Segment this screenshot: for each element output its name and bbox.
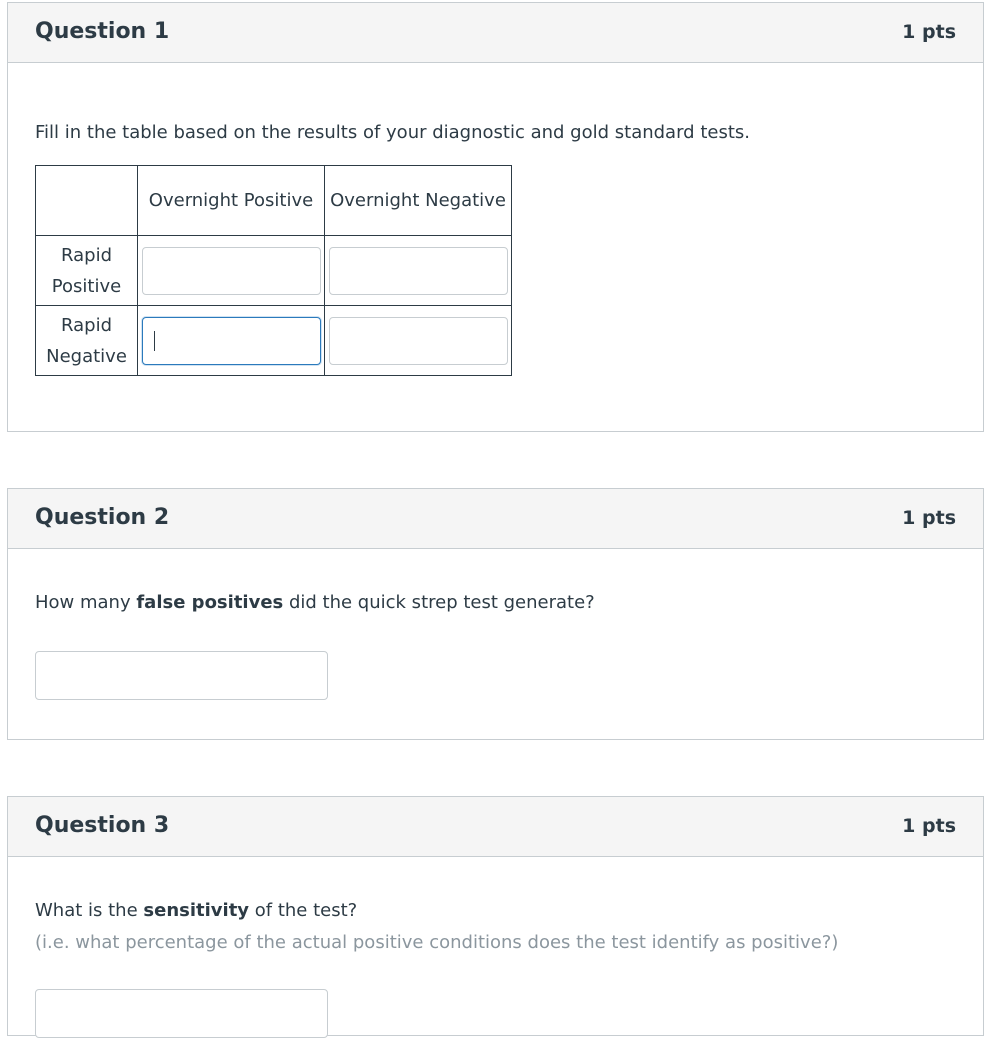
question-text-part: What is the xyxy=(35,900,144,921)
question-points: 1 pts xyxy=(902,507,956,529)
question-2-header xyxy=(8,489,983,549)
question-text-part: did the quick strep test generate? xyxy=(283,592,595,613)
question-text-emphasis: sensitivity xyxy=(143,900,250,921)
row-header-rapid-negative xyxy=(36,306,138,376)
rapid-positive-overnight-negative-input[interactable] xyxy=(329,247,508,295)
question-text: Fill in the table based on the results of your diagnostic and gold standard tests. xyxy=(35,122,750,143)
column-header-overnight-positive: Overnight Positive xyxy=(138,166,325,236)
rapid-negative-overnight-negative-input[interactable] xyxy=(329,317,508,365)
question-title: Question 3 xyxy=(35,813,170,838)
row-header-line: Rapid xyxy=(61,314,112,336)
row-header-line: Rapid xyxy=(61,244,112,266)
rapid-negative-overnight-positive-input[interactable] xyxy=(142,317,321,365)
sensitivity-answer-input[interactable] xyxy=(35,989,328,1038)
question-3 xyxy=(7,796,984,1036)
table-cell xyxy=(138,306,325,376)
question-title: Question 2 xyxy=(35,505,170,530)
table-row xyxy=(36,236,512,306)
table-header-row xyxy=(36,166,512,236)
text-cursor xyxy=(154,331,155,351)
question-hint: (i.e. what percentage of the actual positive conditions does the test identify as positive?) xyxy=(35,932,839,953)
table-cell xyxy=(325,236,512,306)
question-text-part: How many xyxy=(35,592,137,613)
question-points: 1 pts xyxy=(902,21,956,43)
question-text xyxy=(35,592,595,613)
table-corner-cell xyxy=(36,166,138,236)
question-3-header xyxy=(8,797,983,857)
rapid-positive-overnight-positive-input[interactable] xyxy=(142,247,321,295)
question-text-part: of the test? xyxy=(249,900,358,921)
question-text xyxy=(35,900,357,921)
question-1-header xyxy=(8,3,983,63)
table-cell xyxy=(325,306,512,376)
question-1 xyxy=(7,2,984,432)
false-positives-answer-input[interactable] xyxy=(35,651,328,700)
row-header-line: Positive xyxy=(51,275,122,297)
question-2 xyxy=(7,488,984,740)
question-points: 1 pts xyxy=(902,815,956,837)
row-header-rapid-positive xyxy=(36,236,138,306)
results-table xyxy=(35,165,512,376)
question-title: Question 1 xyxy=(35,19,170,44)
question-text-emphasis: false positives xyxy=(136,592,284,613)
column-header-overnight-negative: Overnight Negative xyxy=(325,166,512,236)
table-row xyxy=(36,306,512,376)
table-cell xyxy=(138,236,325,306)
row-header-line: Negative xyxy=(46,345,127,367)
